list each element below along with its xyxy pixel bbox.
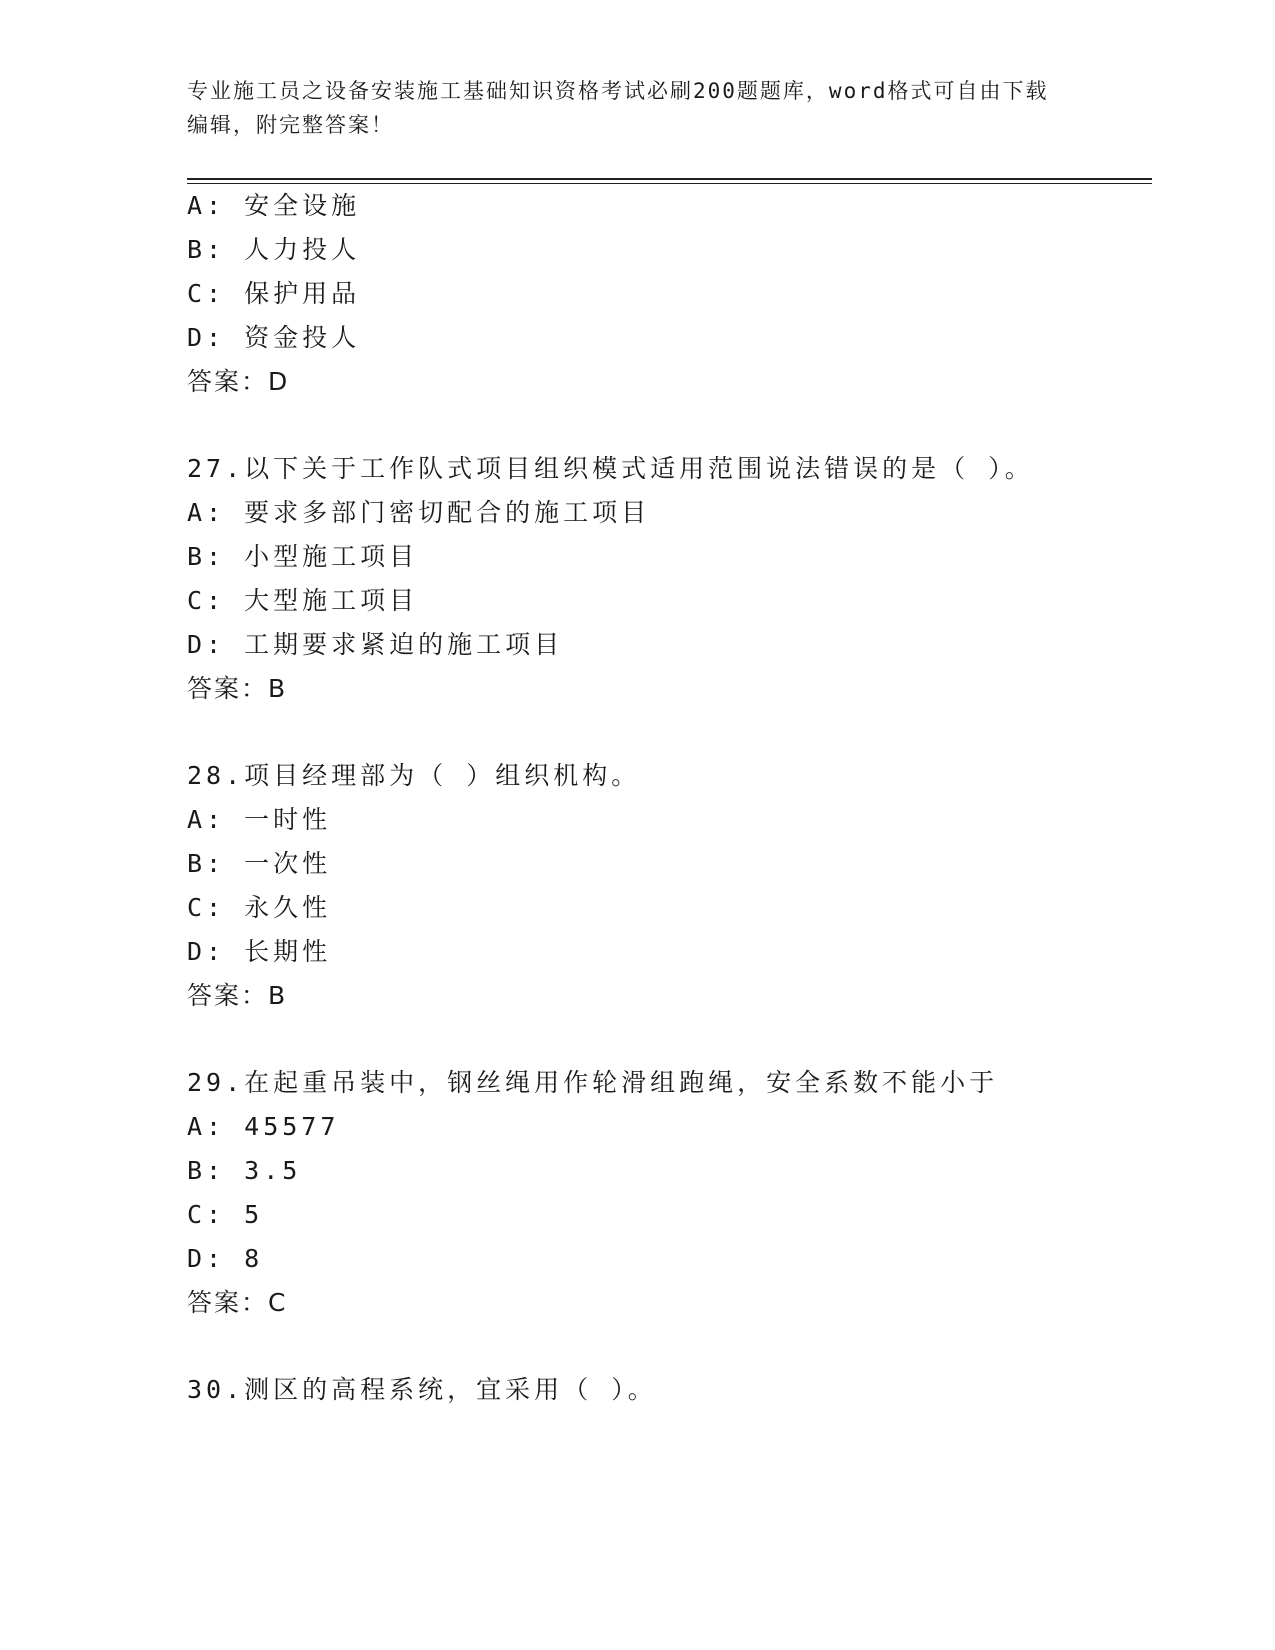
header-divider-thin: [187, 183, 1152, 184]
document-header-title: 专业施工员之设备安装施工基础知识资格考试必刷200题题库，word格式可自由下载编辑，附完整答案！: [187, 79, 1049, 137]
question-29-option-a: A: 45577: [187, 1112, 340, 1141]
prev-answer: 答案：D: [187, 367, 290, 396]
question-28-option-b: B: 一次性: [187, 849, 332, 878]
header-divider-thick: [187, 178, 1152, 180]
question-29-option-d: D: 8: [187, 1244, 264, 1273]
prev-option-a: A: 安全设施: [187, 191, 361, 220]
question-30-stem: 30.测区的高程系统，宜采用（ ）。: [187, 1375, 657, 1404]
question-29-answer: 答案：C: [187, 1288, 288, 1317]
prev-option-b: B: 人力投人: [187, 235, 361, 264]
question-27-stem: 27.以下关于工作队式项目组织模式适用范围说法错误的是（ ）。: [187, 454, 1034, 483]
question-27-option-b: B: 小型施工项目: [187, 542, 419, 571]
question-29-option-c: C: 5: [187, 1200, 264, 1229]
question-29-stem: 29.在起重吊装中，钢丝绳用作轮滑组跑绳，安全系数不能小于: [187, 1068, 999, 1097]
question-27-option-a: A: 要求多部门密切配合的施工项目: [187, 498, 651, 527]
question-28-answer: 答案：B: [187, 981, 288, 1010]
question-27-answer: 答案：B: [187, 674, 288, 703]
question-28-option-c: C: 永久性: [187, 893, 332, 922]
prev-option-c: C: 保护用品: [187, 279, 361, 308]
question-28-option-d: D: 长期性: [187, 937, 332, 966]
question-27-option-c: C: 大型施工项目: [187, 586, 419, 615]
question-29-option-b: B: 3.5: [187, 1156, 302, 1185]
question-27-option-d: D: 工期要求紧迫的施工项目: [187, 630, 564, 659]
question-28-stem: 28.项目经理部为（ ）组织机构。: [187, 761, 641, 790]
prev-option-d: D: 资金投人: [187, 323, 361, 352]
question-28-option-a: A: 一时性: [187, 805, 332, 834]
